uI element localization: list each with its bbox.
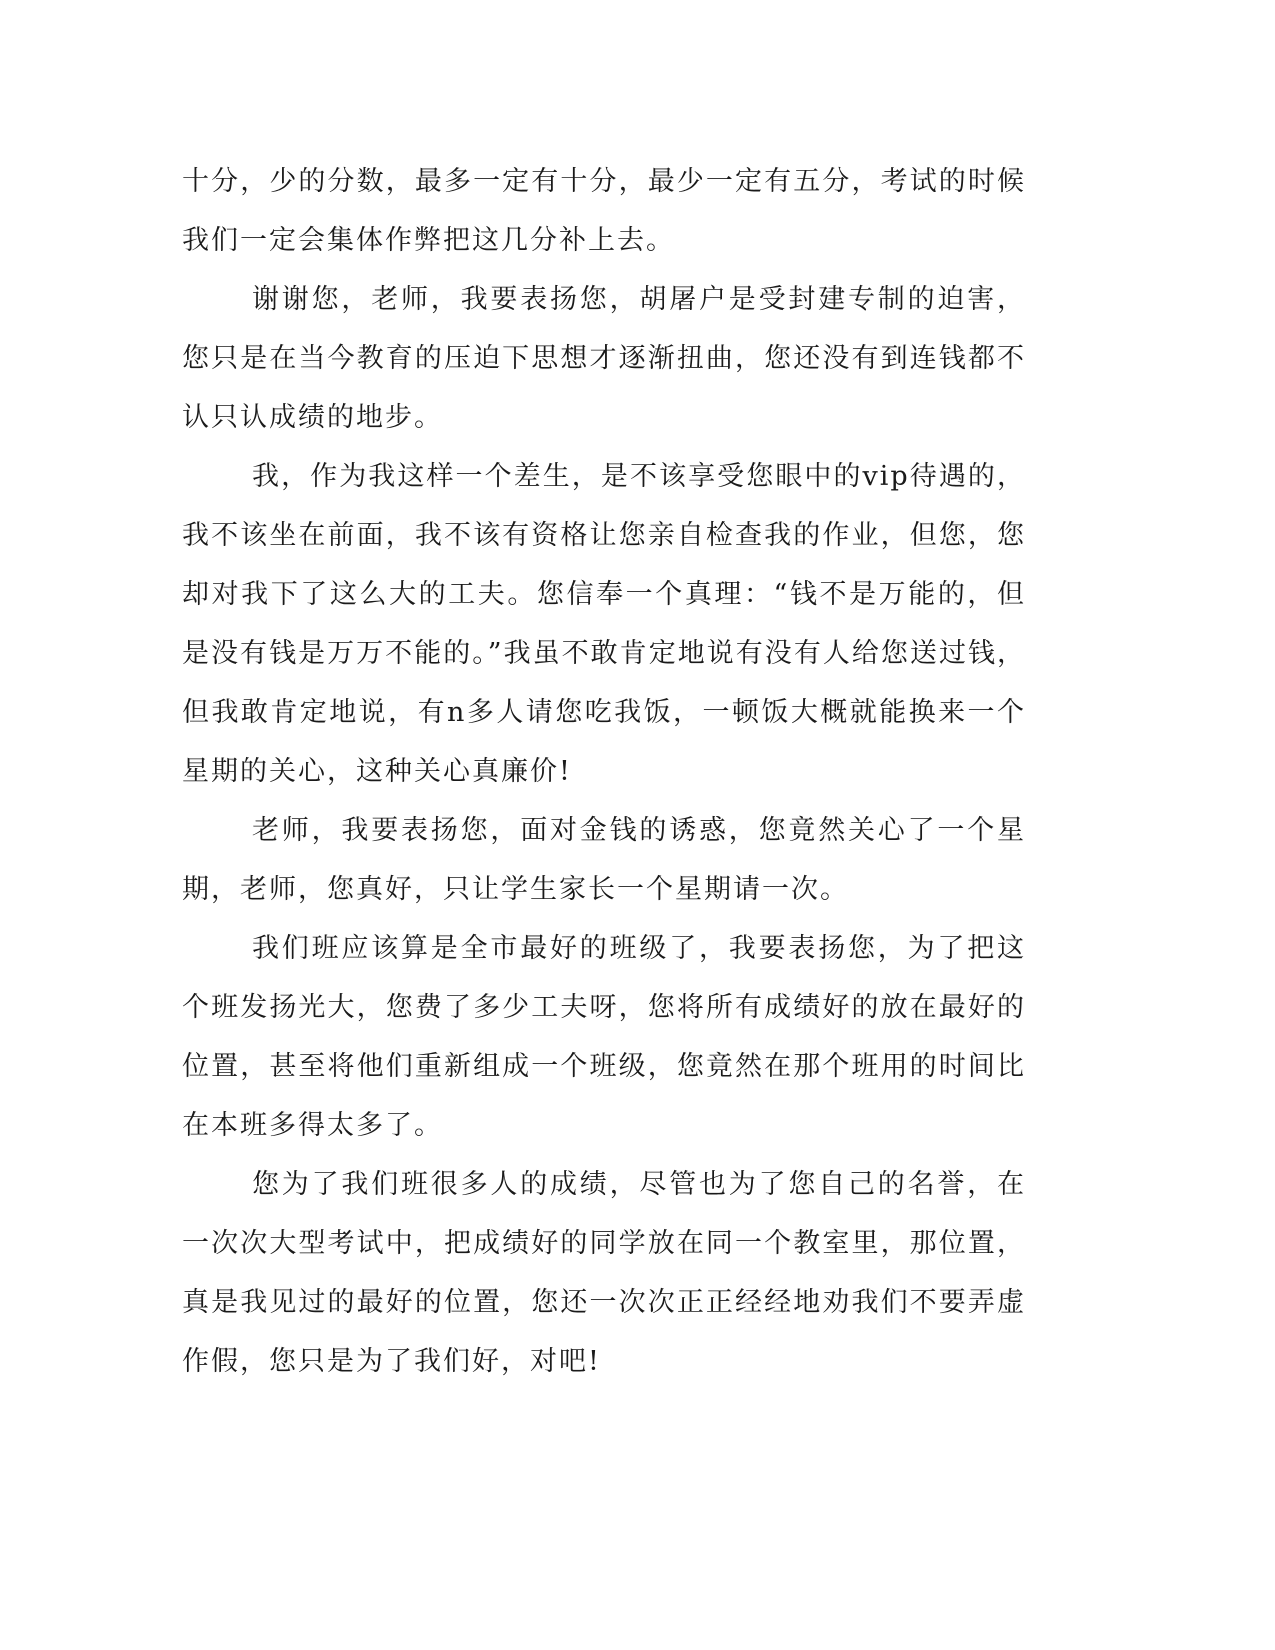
paragraph: 十分，少的分数，最多一定有十分，最少一定有五分，考试的时候我们一定会集体作弊把这几分补上去。 xyxy=(182,166,1026,256)
paragraph: 老师，我要表扬您，面对金钱的诱惑，您竟然关心了一个星期，老师，您真好，只让学生家长一个星期请一次。 xyxy=(182,815,1026,905)
paragraph: 您为了我们班很多人的成绩，尽管也为了您自己的名誉，在一次次大型考试中，把成绩好的同学放在同一个教室里，那位置，真是我见过的最好的位置，您还一次次正正经经地劝我们不要弄虚作假，您只是为了我们好，对吧! xyxy=(182,1169,1026,1377)
paragraph: 我，作为我这样一个差生，是不该享受您眼中的vip待遇的，我不该坐在前面，我不该有资格让您亲自检查我的作业，但您，您却对我下了这么大的工夫。您信奉一个真理：“钱不是万能的，但是没有钱是万万不能的。”我虽不敢肯定地说有没有人给您送过钱，但我敢肯定地说，有n多人请您吃我饭，一顿饭大概就能换来一个星期的关心，这种关心真廉价! xyxy=(182,461,1026,787)
paragraph: 谢谢您，老师，我要表扬您，胡屠户是受封建专制的迫害，您只是在当今教育的压迫下思想才逐渐扭曲，您还没有到连钱都不认只认成绩的地步。 xyxy=(182,284,1026,433)
document-body xyxy=(182,152,1026,1391)
paragraph: 我们班应该算是全市最好的班级了，我要表扬您，为了把这个班发扬光大，您费了多少工夫呀，您将所有成绩好的放在最好的位置，甚至将他们重新组成一个班级，您竟然在那个班用的时间比在本班多得太多了。 xyxy=(182,933,1026,1141)
